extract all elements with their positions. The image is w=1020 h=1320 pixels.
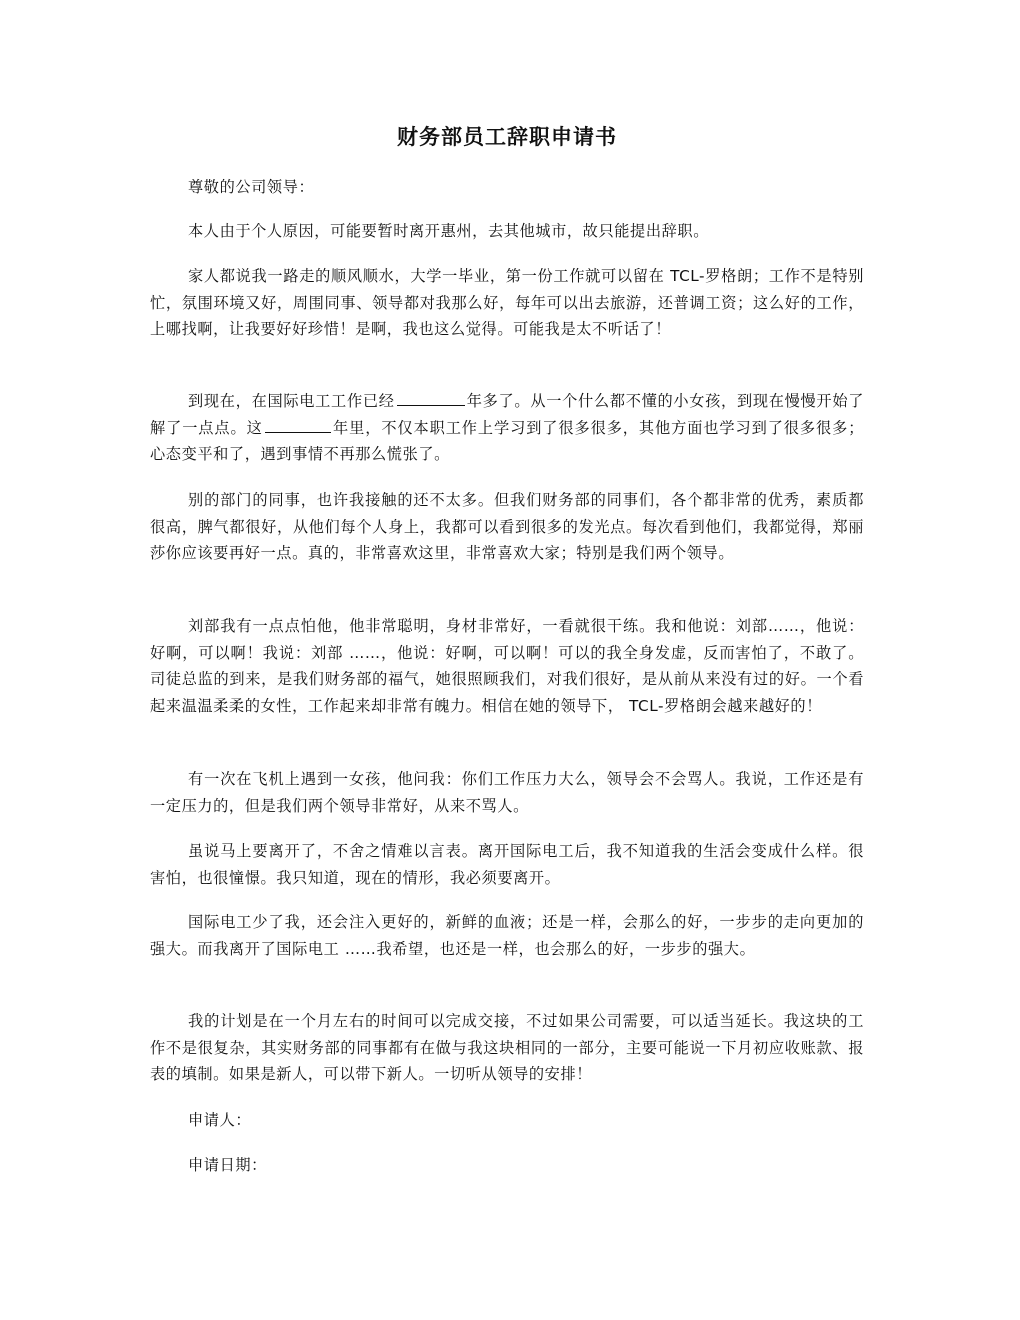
years-blank-2 xyxy=(265,416,331,433)
paragraph-airplane: 有一次在飞机上遇到一女孩，他问我：你们工作压力大么，领导会不会骂人。我说，工作还是有一定压力的，但是我们两个领导非常好，从来不骂人。 xyxy=(150,770,864,815)
paragraph-tenure xyxy=(150,388,864,468)
paragraph-future: 国际电工少了我，还会注入更好的，新鲜的血液；还是一样，会那么的好，一步步的走向更加的强大。而我离开了国际电工 ……我希望，也还是一样，也会那么的好，一步步的强大。 xyxy=(150,913,864,958)
tenure-text-a: 到现在，在国际电工工作已经 xyxy=(188,392,395,410)
applicant-label: 申请人： xyxy=(188,1111,252,1129)
document-title: 财务部员工辞职申请书 xyxy=(397,124,617,149)
paragraph-reason: 本人由于个人原因，可能要暂时离开惠州，去其他城市，故只能提出辞职。 xyxy=(188,222,709,240)
paragraph-leaders: 刘部我有一点点怕他，他非常聪明，身材非常好，一看就很干练。我和他说：刘部……，他说：好啊，可以啊！我说：刘部 ……，他说：好啊，可以啊！可以的我全身发虚，反而害怕了，不敢了。司徒总监的到来，是我们财务部的福气，她很照顾我们，对我们很好，是从前从来没有过的好。一个看起来温温柔柔的女性，工作起来却非常有魄力。相信在她的领导下， TCL-罗格朗会越来越好的！ xyxy=(150,617,864,715)
paragraph-plan: 我的计划是在一个月左右的时间可以完成交接，不过如果公司需要，可以适当延长。我这块的工作不是很复杂，其实财务部的同事都有在做与我这块相同的一部分，主要可能说一下月初应收账款、报表的填制。如果是新人，可以带下新人。一切听从领导的安排！ xyxy=(150,1012,864,1083)
paragraph-farewell: 虽说马上要离开了，不舍之情难以言表。离开国际电工后，我不知道我的生活会变成什么样。很害怕，也很憧憬。我只知道，现在的情形，我必须要离开。 xyxy=(150,842,864,887)
paragraph-colleagues: 别的部门的同事，也许我接触的还不太多。但我们财务部的同事们，各个都非常的优秀，素质都很高，脾气都很好，从他们每个人身上，我都可以看到很多的发光点。每次看到他们，我都觉得，郑丽莎你应该要再好一点。真的，非常喜欢这里，非常喜欢大家；特别是我们两个领导。 xyxy=(150,491,864,562)
years-blank-1 xyxy=(397,389,465,406)
salutation: 尊敬的公司领导： xyxy=(188,178,315,196)
tenure-text-c: 年里，不仅本职工作上学习到了很多很多，其他方面也学习到了很多很多；心态变平和了，遇到事情不再那么慌张了。 xyxy=(150,418,864,463)
paragraph-family: 家人都说我一路走的顺风顺水，大学一毕业，第一份工作就可以留在 TCL-罗格朗；工作不是特别忙，氛围环境又好，周围同事、领导都对我那么好，每年可以出去旅游，还普调工资；这么好的工作，上哪找啊，让我要好好珍惜！是啊，我也这么觉得。可能我是太不听话了！ xyxy=(150,267,864,338)
date-label: 申请日期： xyxy=(188,1156,267,1174)
tenure-text-b: 年多了。从一个什么都不懂的小女孩，到现在慢慢开始了解了一点点。这 xyxy=(150,392,865,437)
